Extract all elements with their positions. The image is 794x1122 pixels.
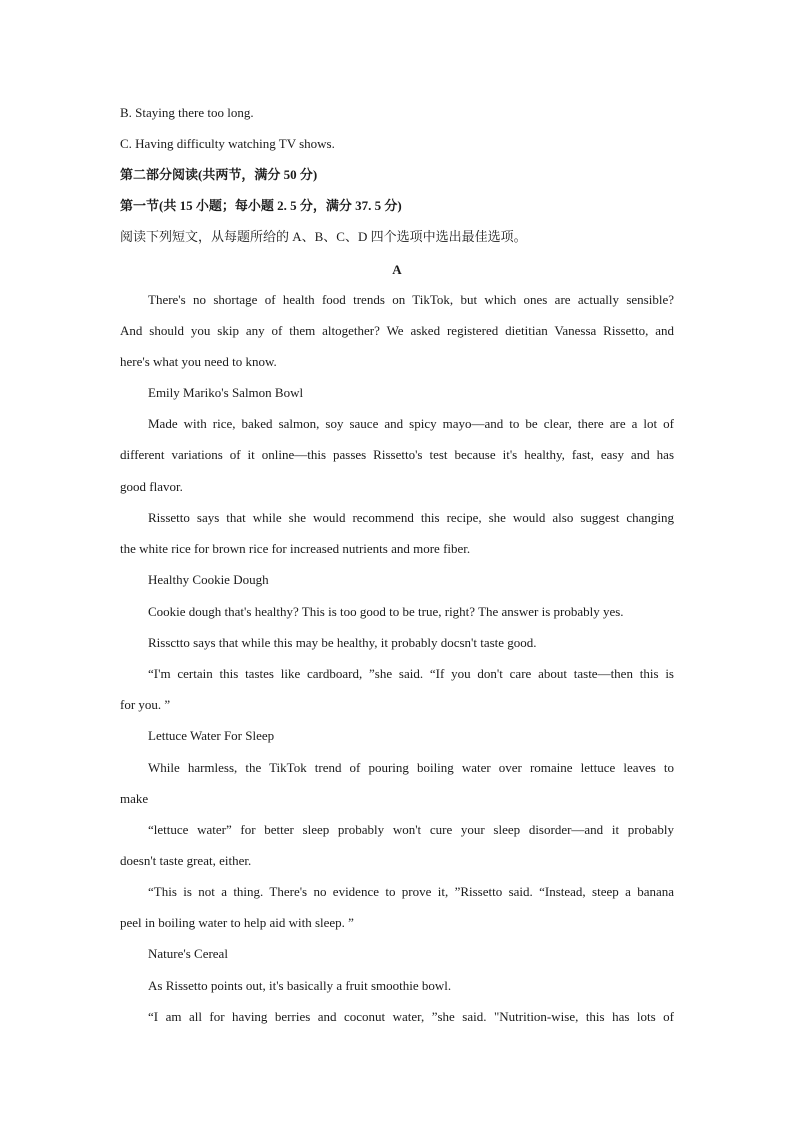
passage-line: different variations of it online—this passes Rissetto's test because it's healthy, fast, easy and has [120,447,674,462]
instruction: 阅读下列短文，从每题所给的 A、B、C、D 四个选项中选出最佳选项。 [120,229,527,244]
passage-line: make [120,791,149,806]
subheading-lettuce-water: Lettuce Water For Sleep [148,728,275,743]
part-title: 第二部分阅读(共两节，满分 50 分) [120,167,318,182]
passage-line: Cookie dough that's healthy? This is too good to be true, right? The answer is probably yes. [148,604,624,619]
passage-line: Rissctto says that while this may be healthy, it probably docsn't taste good. [148,635,537,650]
option-c: C. Having difficulty watching TV shows. [120,136,335,151]
subheading-cookie-dough: Healthy Cookie Dough [148,572,269,587]
passage-line: here's what you need to know. [120,354,277,369]
passage-line: While harmless, the TikTok trend of pouring boiling water over romaine lettuce leaves to [148,760,674,775]
passage-line: “lettuce water” for better sleep probably won't cure your sleep disorder—and it probably [148,822,674,837]
passage-line: “I am all for having berries and coconut water, ”she said. "Nutrition-wise, this has lots of [148,1009,674,1024]
subheading-salmon-bowl: Emily Mariko's Salmon Bowl [148,385,304,400]
passage-line: good flavor. [120,479,183,494]
passage-line: There's no shortage of health food trends on TikTok, but which ones are actually sensible? [148,292,674,307]
subsection-title: 第一节(共 15 小题；每小题 2. 5 分，满分 37. 5 分) [120,198,402,213]
passage-line: As Rissetto points out, it's basically a fruit smoothie bowl. [148,978,452,993]
subheading-natures-cereal: Nature's Cereal [148,946,228,961]
passage-line: for you. ” [120,697,171,712]
passage-line: the white rice for brown rice for increased nutrients and more fiber. [120,541,471,556]
passage-line: Made with rice, baked salmon, soy sauce and spicy mayo—and to be clear, there are a lot of [148,416,674,431]
passage-line: “I'm certain this tastes like cardboard, ”she said. “If you don't care about taste—then this is [148,666,674,681]
passage-label: A [392,262,402,277]
passage-line: And should you skip any of them altogether? We asked registered dietitian Vanessa Rissetto, and [120,323,674,338]
passage-line: doesn't taste great, either. [120,853,252,868]
passage-line: Rissetto says that while she would recommend this recipe, she would also suggest changing [148,510,674,525]
passage-line: peel in boiling water to help aid with sleep. ” [120,915,354,930]
passage-line: “This is not a thing. There's no evidence to prove it, ”Rissetto said. “Instead, steep a banana [148,884,674,899]
option-b: B. Staying there too long. [120,105,254,120]
